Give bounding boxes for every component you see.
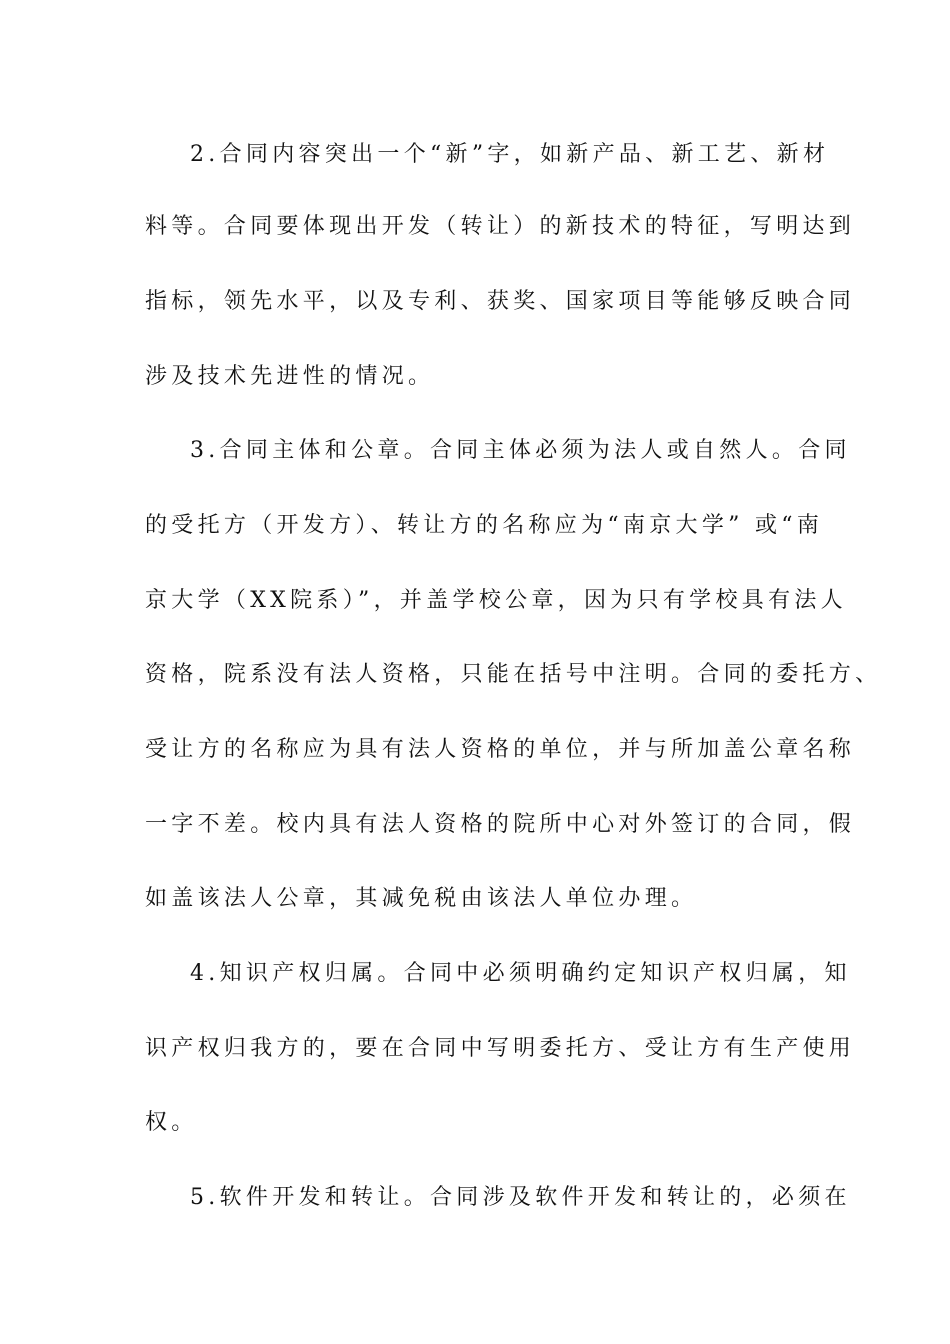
text-line: 5.软件开发和转让。合同涉及软件开发和转让的，必须在: [190, 1185, 851, 1210]
text-line: 资格，院系没有法人资格，只能在括号中注明。合同的委托方、: [145, 662, 882, 687]
text-line: 4.知识产权归属。合同中必须明确约定知识产权归属，知: [190, 961, 851, 986]
text-line: 料等。合同要体现出开发（转让）的新技术的特征，写明达到: [145, 214, 856, 239]
text-line: 的受托方（开发方）、转让方的名称应为“南京大学” 或“南: [145, 513, 824, 538]
text-line: 一字不差。校内具有法人资格的院所中心对外签订的合同，假: [145, 812, 856, 837]
text-line: 2.合同内容突出一个“新”字，如新产品、新工艺、新材: [190, 142, 830, 167]
text-line: 涉及技术先进性的情况。: [145, 364, 435, 389]
text-line: 如盖该法人公章，其减免税由该法人单位办理。: [145, 886, 698, 911]
text-line: 权。: [145, 1110, 198, 1135]
text-line: 3.合同主体和公章。合同主体必须为法人或自然人。合同: [190, 438, 851, 463]
text-line: 指标，领先水平，以及专利、获奖、国家项目等能够反映合同: [145, 289, 856, 314]
text-line: 受让方的名称应为具有法人资格的单位，并与所加盖公章名称: [145, 737, 856, 762]
text-line: 京大学（XX院系）”，并盖学校公章，因为只有学校具有法人: [145, 588, 847, 613]
text-line: 识产权归我方的，要在合同中写明委托方、受让方有生产使用: [145, 1036, 856, 1061]
